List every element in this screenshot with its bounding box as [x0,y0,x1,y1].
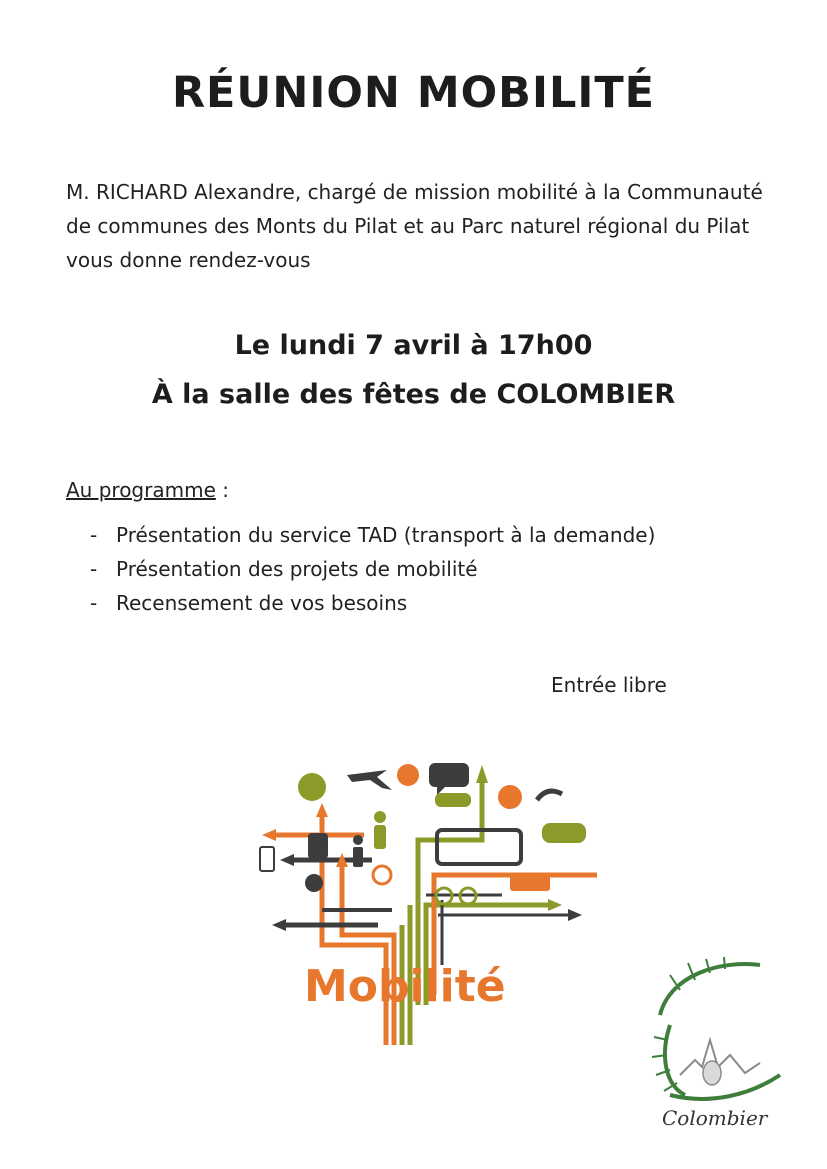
page-title: RÉUNION MOBILITÉ [171,68,656,118]
mobility-logo [252,755,602,1045]
list-item: - Présentation du service TAD (transport à la demande) [90,518,655,552]
phone-icon [260,847,274,871]
arrow-left-icon [280,854,294,866]
person-icon [353,835,363,845]
program-heading-colon: : [215,478,229,502]
family-icon-body [374,825,386,849]
chat-icon [498,785,522,809]
scooter-icon [305,874,323,892]
boat-icon [510,873,550,891]
person-icon-body [353,847,363,867]
colombier-logo [640,955,790,1135]
question-bubble-icon [298,773,326,801]
arrow-left-icon [262,829,276,841]
list-item: - Recensement de vos besoins [90,586,655,620]
family-icon [374,811,386,823]
plane-icon [347,770,392,790]
motorbike-icon [435,793,471,807]
smiley-icon [397,764,419,786]
speech-bubble-icon [429,763,469,795]
entry-note: Entrée libre [551,673,667,697]
event-date: Le lundi 7 avril à 17h00 [234,330,593,361]
mobility-logo-text: Mobilité [304,961,506,1012]
arrow-up-icon [476,765,488,783]
program-heading [66,478,229,502]
program-heading-label: Au programme [66,478,216,502]
hill-curve-icon [670,1075,780,1099]
arrow-right-icon [568,909,582,921]
car-icon [542,823,586,843]
program-list [90,518,655,620]
event-place: À la salle des fêtes de COLOMBIER [151,379,676,410]
arrow-up-icon [316,803,328,817]
intro-paragraph: M. RICHARD Alexandre, chargé de mission mobilité à la Communauté de communes des Monts du Pilat et au Parc naturel régional du Pilat vous donne rendez-vous [66,180,763,272]
train-icon [308,833,328,859]
arrow-right-icon [548,899,562,911]
arrow-left-icon [272,919,286,931]
bus-icon [437,830,521,864]
drop-icon [703,1061,721,1085]
colombier-logo-text: Colombier [662,1106,768,1130]
wheelchair-icon [373,866,391,884]
list-item: - Présentation des projets de mobilité [90,552,655,586]
curved-arrow-icon [537,791,562,800]
